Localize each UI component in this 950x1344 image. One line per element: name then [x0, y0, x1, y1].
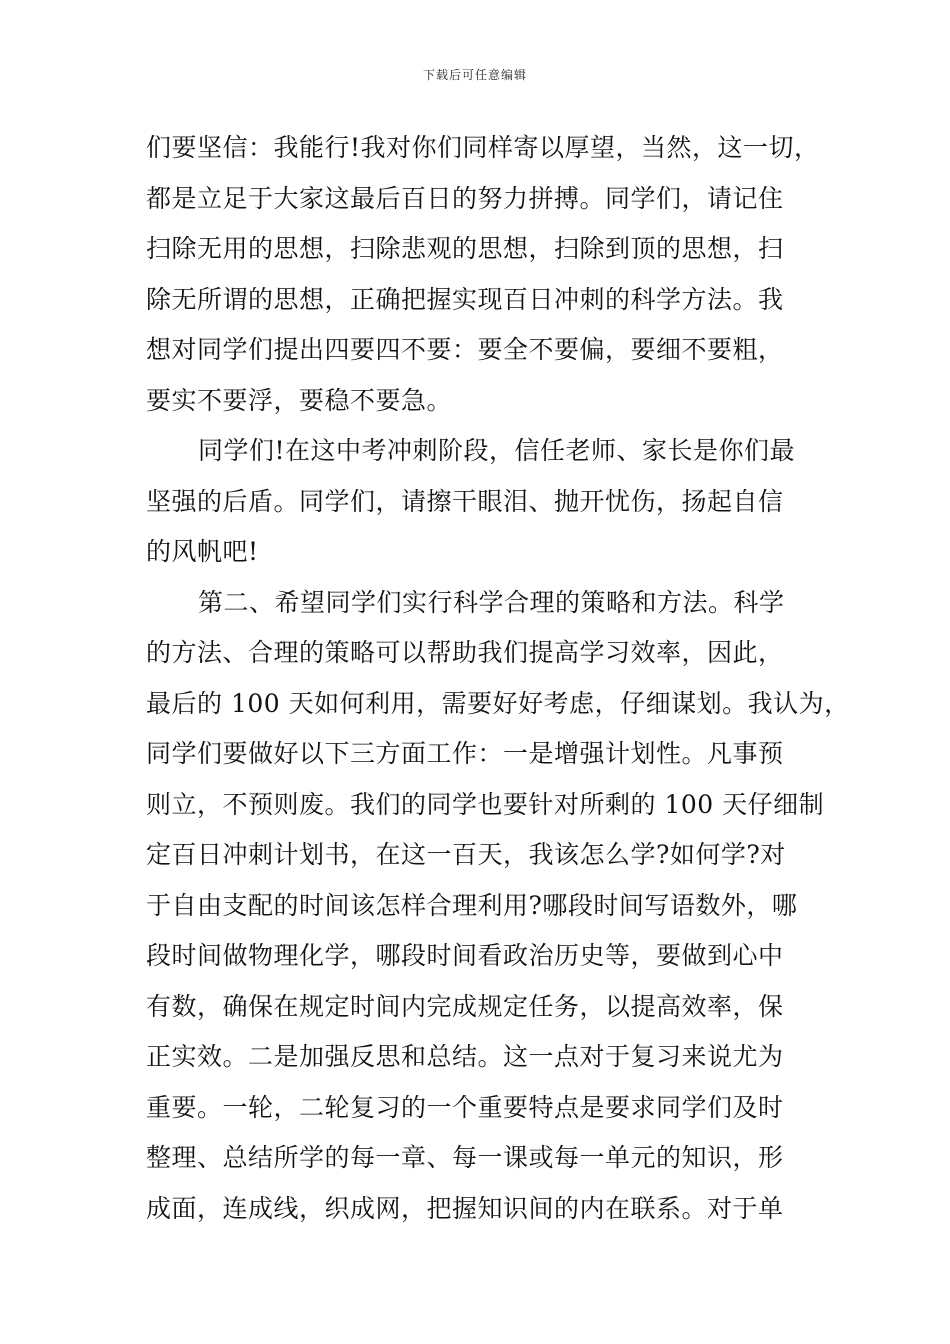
- body-text-line: 有数，确保在规定时间内完成规定任务，以提高效率，保: [146, 991, 784, 1021]
- body-text-line: 则立，不预则废。我们的同学也要针对所剩的 100 天仔细制: [146, 789, 825, 819]
- body-text-line: 除无所谓的思想，正确把握实现百日冲刺的科学方法。我: [146, 284, 784, 314]
- body-text-line: 的风帆吧!: [146, 537, 259, 566]
- body-text-line: 最后的 100 天如何利用，需要好好考虑，仔细谋划。我认为，: [146, 688, 850, 718]
- body-text-line: 正实效。二是加强反思和总结。这一点对于复习来说尤为: [146, 1042, 784, 1071]
- body-text-line: 同学们要做好以下三方面工作：一是增强计划性。凡事预: [146, 739, 784, 768]
- page-header-note: 下载后可任意编辑: [422, 68, 527, 82]
- body-text-line: 第二、希望同学们实行科学合理的策略和方法。科学: [198, 587, 785, 617]
- body-text-line: 成面，连成线，织成网，把握知识间的内在联系。对于单: [146, 1193, 784, 1223]
- body-text-line: 的方法、合理的策略可以帮助我们提高学习效率，因此，: [146, 638, 784, 667]
- body-text-line: 定百日冲刺计划书，在这一百天，我该怎么学?如何学?对: [146, 840, 786, 869]
- body-text-line: 段时间做物理化学，哪段时间看政治历史等，要做到心中: [146, 941, 784, 970]
- body-text-line: 同学们!在这中考冲刺阶段，信任老师、家长是你们最: [198, 436, 796, 465]
- body-text-line: 扫除无用的思想，扫除悲观的思想，扫除到顶的思想，扫: [146, 234, 784, 263]
- body-text-line: 于自由支配的时间该怎样合理利用?哪段时间写语数外，哪: [146, 890, 798, 920]
- body-text-line: 整理、总结所学的每一章、每一课或每一单元的知识，形: [146, 1143, 784, 1172]
- body-text-line: 重要。一轮，二轮复习的一个重要特点是要求同学们及时: [146, 1092, 784, 1122]
- body-text-line: 们要坚信：我能行!我对你们同样寄以厚望，当然，这一切，: [146, 133, 820, 162]
- body-text-line: 都是立足于大家这最后百日的努力拼搏。同学们，请记住: [146, 183, 784, 213]
- body-text-line: 要实不要浮，要稳不要急。: [146, 385, 453, 415]
- body-text-line: 想对同学们提出四要四不要：要全不要偏，要细不要粗，: [146, 335, 784, 364]
- body-text-line: 坚强的后盾。同学们，请擦干眼泪、抛开忧伤，扬起自信: [146, 486, 784, 516]
